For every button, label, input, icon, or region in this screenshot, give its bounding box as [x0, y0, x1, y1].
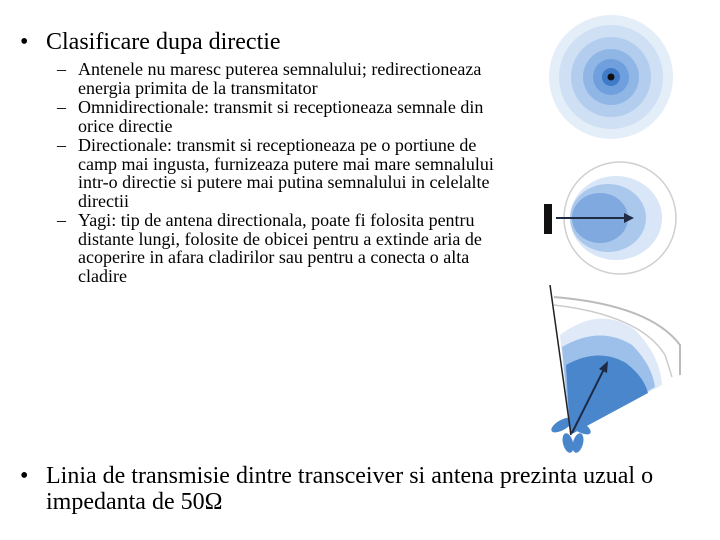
- dash-mark: –: [57, 59, 66, 79]
- heading-text: Clasificare dupa directie: [46, 29, 281, 55]
- sub-bullet-item: [57, 211, 507, 285]
- dash-mark: –: [57, 210, 66, 230]
- dash-mark: –: [57, 97, 66, 117]
- sub-bullet-item: [57, 60, 507, 97]
- bullet-mark: •: [20, 29, 29, 55]
- bottom-text: Linia de transmisie dintre transceiver si antena prezinta uzual o impedanta de 50Ω: [46, 463, 654, 515]
- sub-bullet-list: [57, 60, 507, 285]
- bullet-mark: •: [20, 463, 29, 489]
- sub-bullet-text: Antenele nu maresc puterea semnalului; redirectioneaza energia primita de la transmitator: [78, 59, 482, 98]
- sub-bullet-item: [57, 98, 507, 135]
- sub-bullet-text: Omnidirectionale: transmit si receptioneaza semnale din orice directie: [78, 97, 484, 136]
- dash-mark: –: [57, 135, 66, 155]
- bottom-bullet: [20, 463, 710, 515]
- sub-bullet-item: [57, 136, 507, 210]
- omnidirectional-pattern-icon: [543, 13, 683, 143]
- sub-bullet-text: Directionale: transmit si receptioneaza pe o portiune de camp mai ingusta, furnizeaza putere mai mare semnalului intr-o directie si putere mai putina semnalului in celelalte directii: [78, 135, 494, 211]
- sub-bullet-text: Yagi: tip de antena directionala, poate fi folosita pentru distante lungi, folosite de obicei pentru a extinde aria de acoperire in afara cladirilor sau pentru a conecta o alta cladire: [78, 210, 482, 286]
- heading-bullet: [20, 29, 520, 55]
- directional-pattern-icon: [540, 160, 685, 280]
- yagi-pattern-icon: [540, 285, 685, 455]
